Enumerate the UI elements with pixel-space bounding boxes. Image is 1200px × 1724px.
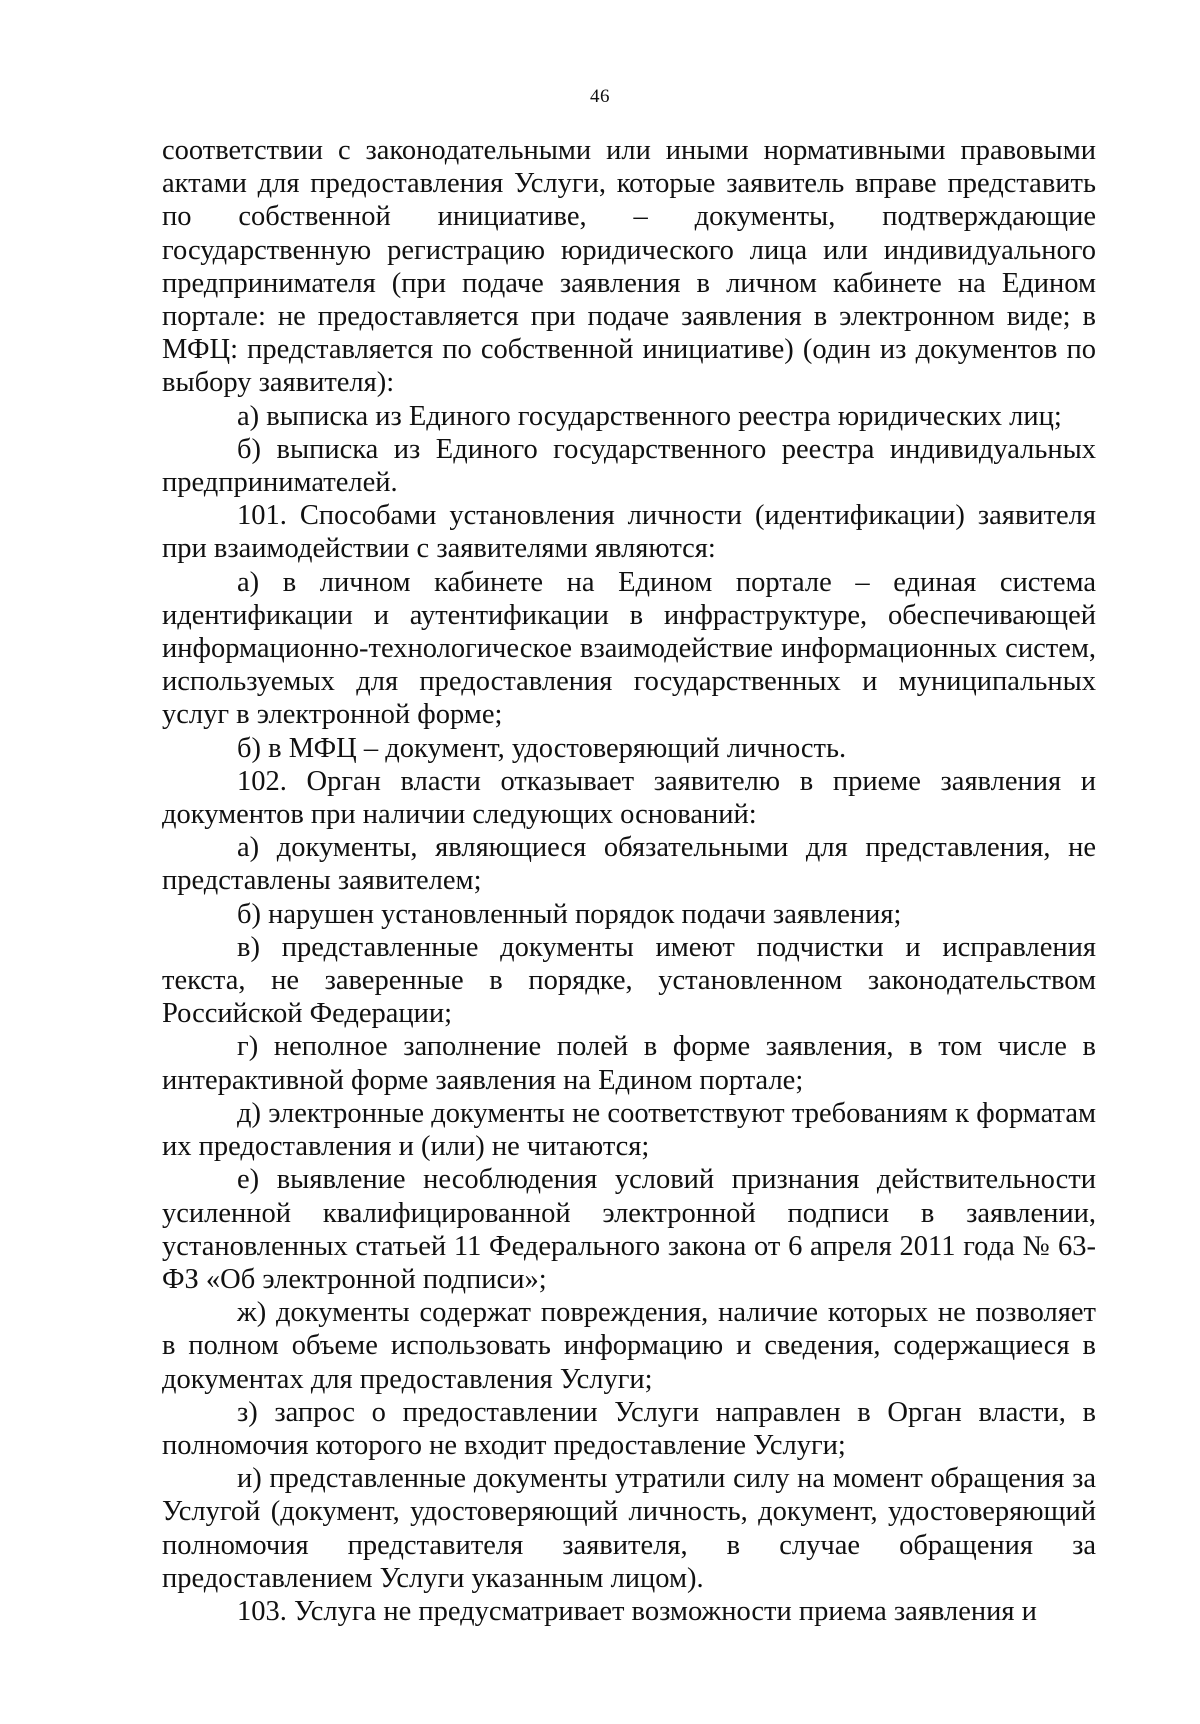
paragraph-102-e: е) выявление несоблюдения условий признания действительности усиленной квалифицированной электронной подписи в заявлении, установленных статьей 11 Федерального закона от 6 апреля 2011 года № 63-ФЗ «Об электронной подписи»; [162,1164,1096,1295]
paragraph-item-b-egrip: б) выписка из Единого государственного реестра индивидуальных предпринимателей. [162,433,1096,499]
paragraph-101-b: б) в МФЦ – документ, удостоверяющий личность. [237,732,847,764]
paragraph-101: 101. Способами установления личности (идентификации) заявителя при взаимодействии с заявителями являются: [162,500,1096,565]
page-number: 46 [590,86,610,107]
paragraph-102-g: г) неполное заполнение полей в форме заявления, в том числе в интерактивной форме заявления на Едином портале; [162,1031,1096,1096]
paragraph-102: 102. Орган власти отказывает заявителю в приеме заявления и документов при наличии следующих оснований: [162,765,1096,831]
paragraph-item-a-egrul: а) выписка из Единого государственного реестра юридических лиц; [237,400,1062,432]
paragraph-continuation: соответствии с законодательными или иными нормативными правовыми актами для предоставления Услуги, которые заявитель вправе представить по собственной инициативе, – документы, подтверждающие государственную регистрацию юридического лица или индивидуального предпринимателя (при подаче заявления в личном кабинете на Едином портале: не предоставляется при подаче заявления в электронном виде; в МФЦ: представляется по собственной инициативе) (один из документов по выбору заявителя): [162,135,1096,399]
paragraph-102-v: в) представленные документы имеют подчистки и исправления текста, не заверенные в порядке, установленном законодательством Российской Федерации; [162,931,1096,1030]
paragraph-102-d: д) электронные документы не соответствуют требованиям к форматам их предоставления и (или) не читаются; [162,1097,1096,1163]
paragraph-102-b: б) нарушен установленный порядок подачи заявления; [237,898,902,930]
document-text [162,134,1096,1628]
paragraph-102-z: з) запрос о предоставлении Услуги направлен в Орган власти, в полномочия которого не входит предоставление Услуги; [162,1396,1096,1461]
paragraph-102-i: и) представленные документы утратили силу на момент обращения за Услугой (документ, удостоверяющий личность, документ, удостоверяющий полномочия представителя заявителя, в случае обращения за предоставлением Услуги указанным лицом). [162,1463,1096,1594]
paragraph-103: 103. Услуга не предусматривает возможности приема заявления и [237,1595,1037,1627]
paragraph-101-a: а) в личном кабинете на Едином портале – единая система идентификации и аутентификации в инфраструктуре, обеспечивающей информационно-технологическое взаимодействие информационных систем, используемых для предоставления государственных и муниципальных услуг в электронной форме; [162,566,1096,731]
paragraph-102-zh: ж) документы содержат повреждения, наличие которых не позволяет в полном объеме использовать информацию и сведения, содержащиеся в документах для предоставления Услуги; [162,1297,1096,1395]
paragraph-102-a: а) документы, являющиеся обязательными для представления, не представлены заявителем; [162,832,1096,897]
